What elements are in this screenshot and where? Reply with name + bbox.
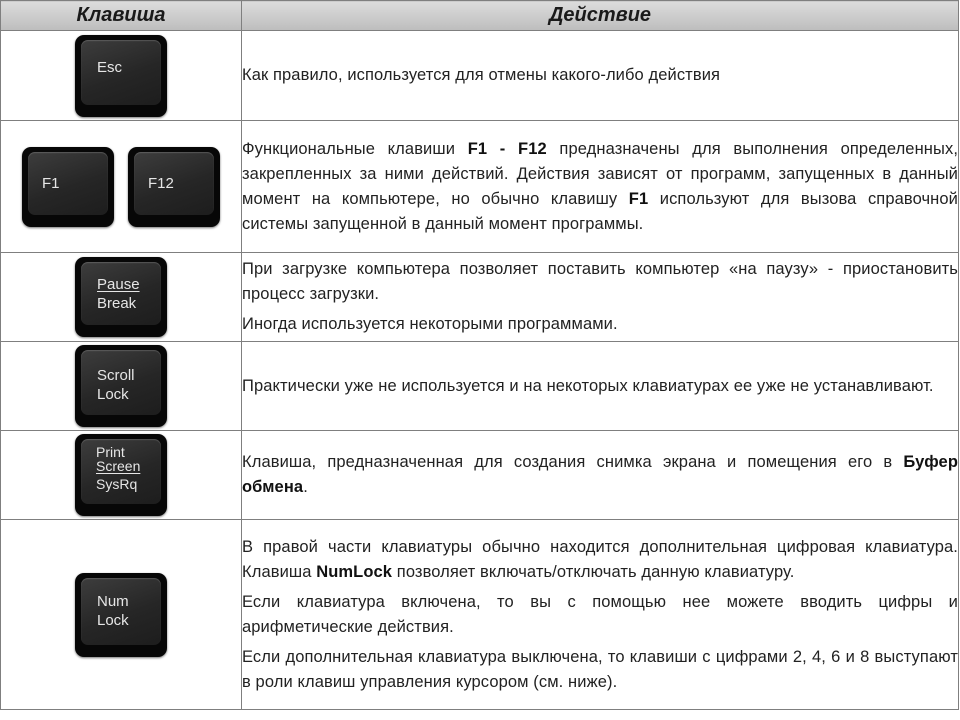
key-label: F12 bbox=[148, 174, 174, 192]
key-label: SysRq bbox=[96, 476, 138, 492]
action-column-header: Действие bbox=[242, 1, 959, 31]
key-label: Scroll bbox=[97, 367, 135, 384]
action-cell bbox=[242, 520, 959, 710]
action-cell bbox=[242, 342, 959, 431]
key-label: Lock bbox=[97, 611, 129, 629]
key-cell bbox=[1, 342, 242, 431]
action-cell bbox=[242, 31, 959, 121]
key-label: Screen bbox=[96, 458, 141, 474]
table-row bbox=[1, 520, 959, 710]
f1-key-icon bbox=[22, 147, 114, 227]
table-row bbox=[1, 253, 959, 342]
key-label: Esc bbox=[97, 58, 123, 76]
description-text: В правой части клавиатуры обычно находится дополнительная цифровая клавиатура. Клавиша NumLock позволяет включать/отключать данную клавиатуру. bbox=[242, 537, 958, 581]
key-label: Lock bbox=[97, 386, 129, 403]
key-cell bbox=[1, 121, 242, 253]
key-cell bbox=[1, 520, 242, 710]
key-column-header: Клавиша bbox=[1, 1, 242, 31]
table-row bbox=[1, 342, 959, 431]
header-row bbox=[1, 1, 959, 31]
num-lock-key-icon bbox=[75, 573, 167, 657]
action-cell bbox=[242, 431, 959, 520]
key-cell bbox=[1, 253, 242, 342]
esc-key-icon bbox=[75, 35, 167, 117]
action-cell bbox=[242, 121, 959, 253]
print-screen-key-icon bbox=[75, 434, 167, 516]
description-text: Клавиша, предназначенная для создания снимка экрана и помещения его в Буфер обмена. bbox=[242, 453, 958, 496]
key-label: F1 bbox=[42, 174, 60, 192]
key-label: Pause bbox=[97, 276, 140, 293]
description-text: Практически уже не используется и на некоторых клавиатурах ее уже не устанавливают. bbox=[242, 376, 934, 395]
key-label: Print bbox=[96, 444, 125, 460]
table-row bbox=[1, 31, 959, 121]
description-text: Функциональные клавиши F1 - F12 предназначены для выполнения определенных, закрепленных за ними действий. Действия зависят от программ, запущенных в данный момент на компьютере, но обычно клавишу F1 используют для вызова справочной системы запущенной в данный момент программы. bbox=[242, 139, 959, 233]
key-label: Num bbox=[97, 592, 129, 610]
table-row bbox=[1, 431, 959, 520]
action-cell bbox=[242, 253, 959, 342]
scroll-lock-key-icon bbox=[75, 345, 167, 427]
description-text: Как правило, используется для отмены какого-либо действия bbox=[242, 66, 721, 84]
description-text: Иногда используется некоторыми программами. bbox=[242, 315, 618, 333]
key-cell bbox=[1, 31, 242, 121]
key-cell bbox=[1, 431, 242, 520]
f12-key-icon bbox=[128, 147, 220, 227]
description-text: Если клавиатура включена, то вы с помощью нее можете вводить цифры и арифметические действия. bbox=[242, 592, 958, 636]
key-label: Break bbox=[97, 295, 137, 312]
pause-break-key-icon bbox=[75, 257, 167, 337]
description-text: При загрузке компьютера позволяет поставить компьютер «на паузу» - приостановить процесс загрузки. bbox=[242, 260, 958, 303]
table-row bbox=[1, 121, 959, 253]
description-text: Если дополнительная клавиатура выключена, то клавиши с цифрами 2, 4, 6 и 8 выступают в роли клавиш управления курсором (см. ниже). bbox=[242, 647, 958, 691]
